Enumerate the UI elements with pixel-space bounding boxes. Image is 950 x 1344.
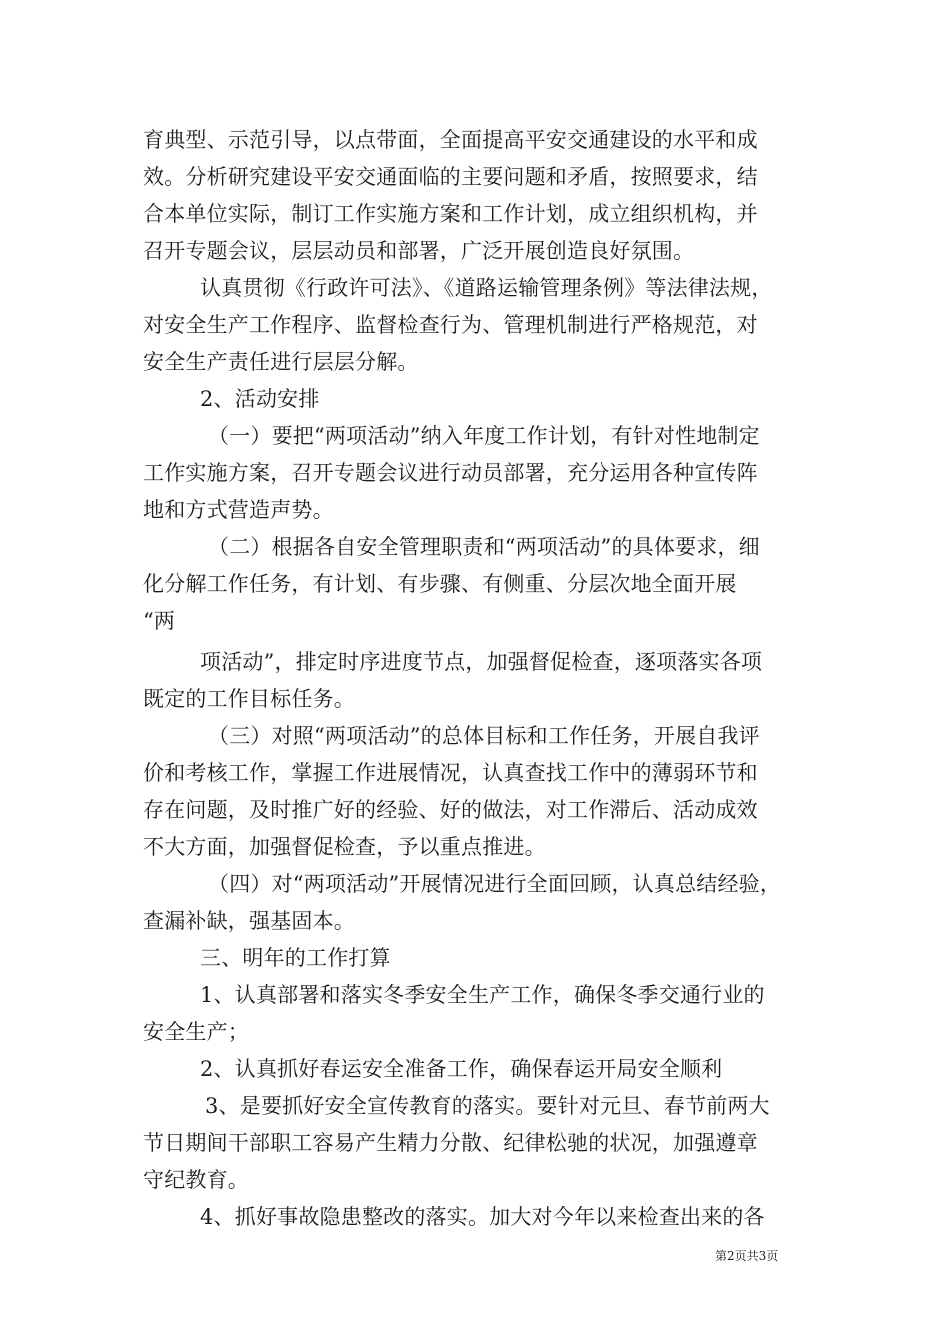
text-line: 认真贯彻《行政许可法》、《道路运输管理条例》等法律法规， [200,276,773,300]
text-line: 育典型、示范引导，以点带面，全面提高平安交通建设的水平和成 [143,128,758,152]
section-heading: 2、活动安排 [200,387,320,411]
text-line: 3、是要抓好安全宣传教育的落实。要针对元旦、春节前两大 [205,1094,770,1118]
text-line: “两 [143,609,176,633]
section-heading: 三、明年的工作打算 [200,946,391,970]
text-line: 4、抓好事故隐患整改的落实。加大对今年以来检查出来的各 [200,1205,765,1229]
text-line: 节日期间干部职工容易产生精力分散、纪律松驰的状况，加强遵章 [143,1131,758,1155]
text-line: （四）对“两项活动”开展情况进行全面回顾，认真总结经验， [208,872,782,896]
text-line: 工作实施方案，召开专题会议进行动员部署，充分运用各种宣传阵 [143,461,758,485]
page-number-footer: 第2页共3页 [715,1249,779,1263]
text-line: 存在问题，及时推广好的经验、好的做法，对工作滞后、活动成效 [143,798,758,822]
text-line: 地和方式营造声势。 [143,498,334,522]
text-line: 项活动”，排定时序进度节点，加强督促检查，逐项落实各项 [200,650,763,674]
text-line: 不大方面，加强督促检查，予以重点推进。 [143,835,546,859]
text-line: 化分解工作任务，有计划、有步骤、有侧重、分层次地全面开展 [143,572,737,596]
text-line: （一）要把“两项活动”纳入年度工作计划，有针对性地制定 [208,424,760,448]
text-line: 查漏补缺，强基固本。 [143,909,355,933]
text-line: （三）对照“两项活动”的总体目标和工作任务，开展自我评 [208,724,760,748]
text-line: 对安全生产工作程序、监督检查行为、管理机制进行严格规范，对 [143,313,758,337]
text-line: （二）根据各自安全管理职责和“两项活动”的具体要求，细 [208,535,760,559]
text-line: 安全生产； [143,1020,249,1044]
text-line: 安全生产责任进行层层分解。 [143,350,419,374]
text-line: 2、认真抓好春运安全准备工作，确保春运开局安全顺利 [200,1057,723,1081]
text-line: 召开专题会议，层层动员和部署，广泛开展创造良好氛围。 [143,239,695,263]
text-line: 合本单位实际，制订工作实施方案和工作计划，成立组织机构，并 [143,202,758,226]
text-line: 1、认真部署和落实冬季安全生产工作，确保冬季交通行业的 [200,983,765,1007]
text-line: 守纪教育。 [143,1168,249,1192]
text-line: 效。分析研究建设平安交通面临的主要问题和矛盾，按照要求，结 [143,165,758,189]
text-line: 价和考核工作，掌握工作进展情况，认真查找工作中的薄弱环节和 [143,761,758,785]
text-line: 既定的工作目标任务。 [143,687,355,711]
